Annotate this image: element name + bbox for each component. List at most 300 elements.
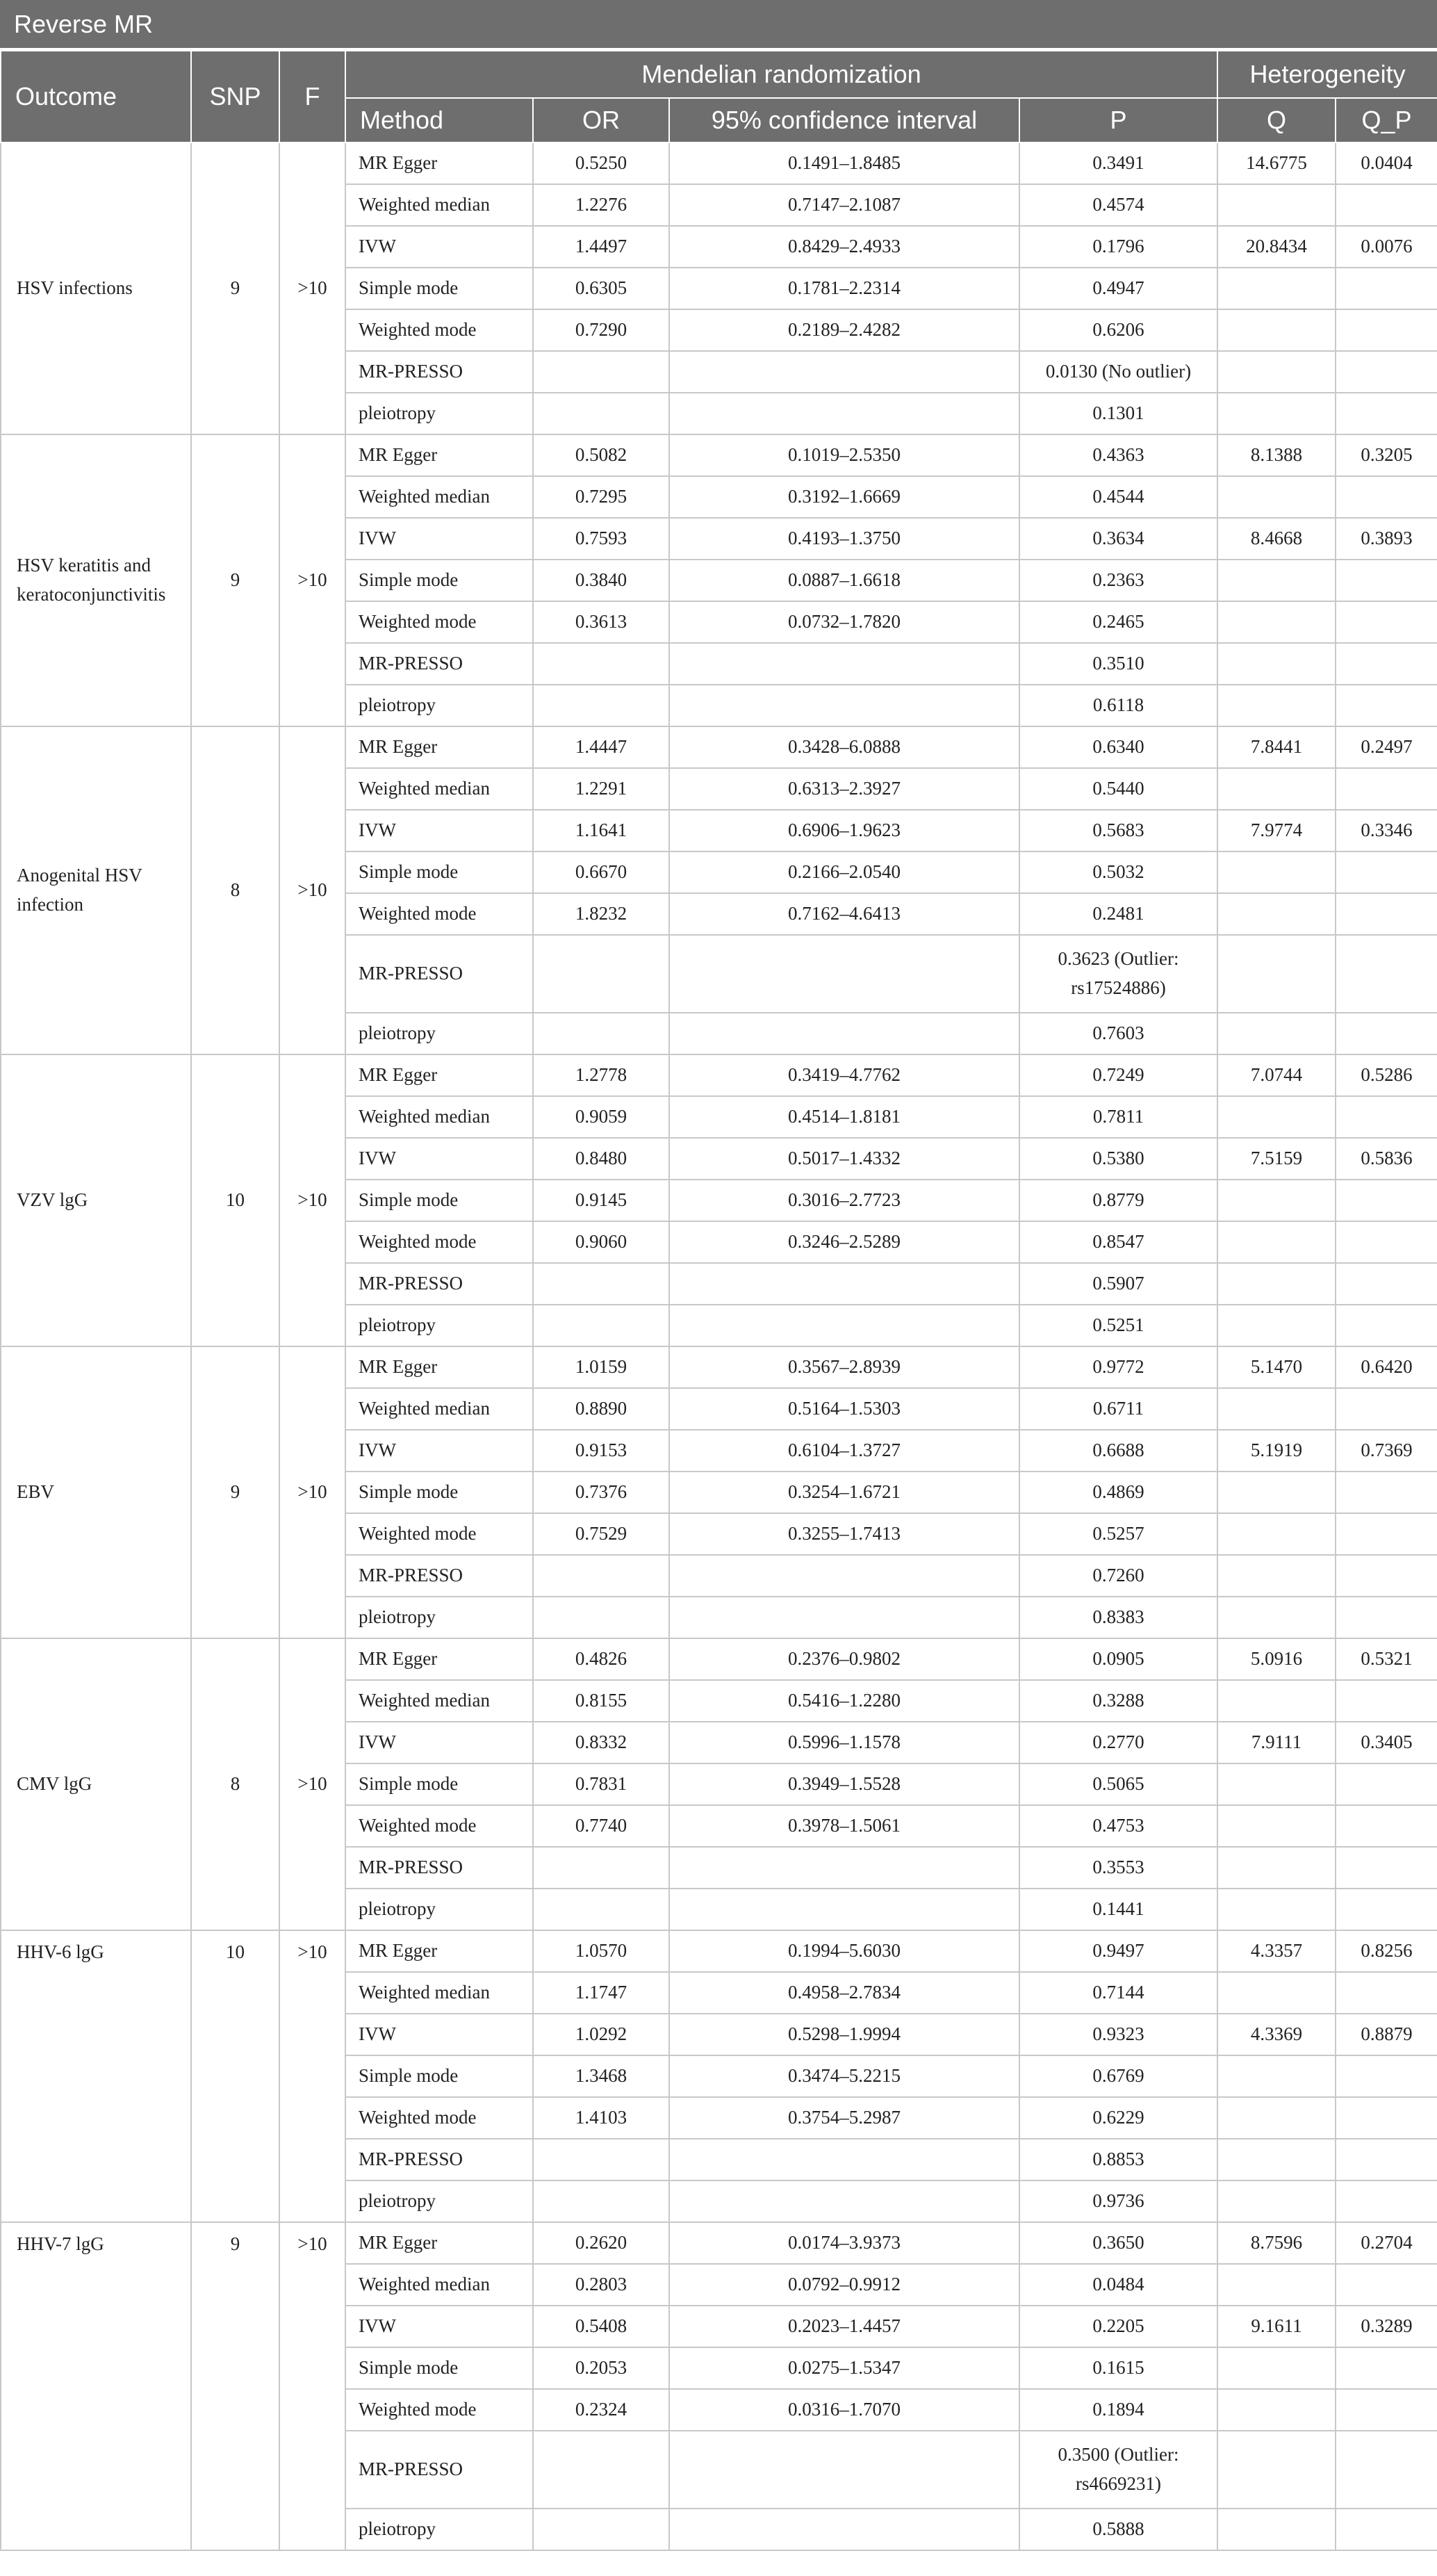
header-q: Q: [1217, 98, 1336, 142]
or-cell: 0.6305: [533, 268, 669, 309]
q-cell: [1217, 1013, 1336, 1054]
header-method: Method: [345, 98, 533, 142]
table-row: [1, 1346, 1437, 1388]
q-p-cell: [1336, 2431, 1437, 2509]
q-p-cell: [1336, 768, 1437, 810]
q-p-cell: [1336, 2139, 1437, 2180]
method-cell: Simple mode: [345, 851, 533, 893]
method-cell: pleiotropy: [345, 685, 533, 726]
or-cell: [533, 1889, 669, 1930]
p-cell: 0.6711: [1019, 1388, 1217, 1430]
or-cell: [533, 1013, 669, 1054]
ci-cell: 0.2189–2.4282: [669, 309, 1019, 351]
q-cell: [1217, 685, 1336, 726]
ci-cell: 0.5017–1.4332: [669, 1138, 1019, 1180]
header-ci: 95% confidence interval: [669, 98, 1019, 142]
ci-cell: 0.3949–1.5528: [669, 1763, 1019, 1805]
q-p-cell: [1336, 2055, 1437, 2097]
p-cell: 0.2205: [1019, 2306, 1217, 2347]
or-cell: 0.9059: [533, 1096, 669, 1138]
snp-cell: 9: [191, 1346, 279, 1638]
table-row: [1, 726, 1437, 768]
method-cell: MR-PRESSO: [345, 643, 533, 685]
p-cell: 0.2481: [1019, 893, 1217, 935]
q-p-cell: 0.0404: [1336, 142, 1437, 184]
method-cell: Simple mode: [345, 268, 533, 309]
q-p-cell: [1336, 2097, 1437, 2139]
p-cell: 0.6769: [1019, 2055, 1217, 2097]
p-cell: 0.5380: [1019, 1138, 1217, 1180]
p-cell: 0.9323: [1019, 2014, 1217, 2055]
method-cell: pleiotropy: [345, 2509, 533, 2550]
ci-cell: 0.3567–2.8939: [669, 1346, 1019, 1388]
p-cell: 0.4869: [1019, 1472, 1217, 1513]
ci-cell: [669, 393, 1019, 434]
q-p-cell: [1336, 1096, 1437, 1138]
q-p-cell: 0.0076: [1336, 226, 1437, 268]
q-cell: [1217, 643, 1336, 685]
q-p-cell: [1336, 1013, 1437, 1054]
ci-cell: 0.1781–2.2314: [669, 268, 1019, 309]
ci-cell: 0.3254–1.6721: [669, 1472, 1019, 1513]
q-p-cell: [1336, 1263, 1437, 1305]
p-cell: 0.3510: [1019, 643, 1217, 685]
p-cell: 0.4363: [1019, 434, 1217, 476]
ci-cell: 0.3192–1.6669: [669, 476, 1019, 518]
p-cell: 0.3553: [1019, 1847, 1217, 1889]
q-cell: [1217, 1597, 1336, 1638]
p-cell: 0.8853: [1019, 2139, 1217, 2180]
q-cell: 7.5159: [1217, 1138, 1336, 1180]
q-cell: 8.1388: [1217, 434, 1336, 476]
method-cell: Weighted median: [345, 1096, 533, 1138]
p-cell: 0.6118: [1019, 685, 1217, 726]
method-cell: Weighted mode: [345, 1221, 533, 1263]
q-p-cell: [1336, 2509, 1437, 2550]
q-cell: 14.6775: [1217, 142, 1336, 184]
ci-cell: [669, 1305, 1019, 1346]
method-cell: MR Egger: [345, 1930, 533, 1972]
or-cell: 0.9153: [533, 1430, 669, 1472]
ci-cell: 0.3419–4.7762: [669, 1054, 1019, 1096]
method-cell: Simple mode: [345, 560, 533, 601]
p-cell: 0.4544: [1019, 476, 1217, 518]
p-cell: 0.7144: [1019, 1972, 1217, 2014]
ci-cell: [669, 1013, 1019, 1054]
p-cell: 0.5257: [1019, 1513, 1217, 1555]
ci-cell: 0.3754–5.2987: [669, 2097, 1019, 2139]
method-cell: MR Egger: [345, 142, 533, 184]
or-cell: [533, 1597, 669, 1638]
header-p: P: [1019, 98, 1217, 142]
q-p-cell: [1336, 393, 1437, 434]
q-p-cell: [1336, 268, 1437, 309]
ci-cell: 0.1019–2.5350: [669, 434, 1019, 476]
outcome-cell: HSV keratitis and keratoconjunctivitis: [1, 434, 191, 726]
method-cell: MR-PRESSO: [345, 2139, 533, 2180]
or-cell: 1.3468: [533, 2055, 669, 2097]
f-cell: >10: [279, 1930, 345, 2222]
q-cell: [1217, 2055, 1336, 2097]
or-cell: 0.9060: [533, 1221, 669, 1263]
q-p-cell: [1336, 2180, 1437, 2222]
method-cell: pleiotropy: [345, 1597, 533, 1638]
or-cell: [533, 2431, 669, 2509]
ci-cell: 0.7147–2.1087: [669, 184, 1019, 226]
q-p-cell: [1336, 851, 1437, 893]
outcome-cell: EBV: [1, 1346, 191, 1638]
method-cell: IVW: [345, 1138, 533, 1180]
method-cell: pleiotropy: [345, 1889, 533, 1930]
header-or: OR: [533, 98, 669, 142]
or-cell: 0.9145: [533, 1180, 669, 1221]
q-p-cell: 0.8256: [1336, 1930, 1437, 1972]
p-cell: 0.3650: [1019, 2222, 1217, 2264]
header-mendelian-randomization: Mendelian randomization: [345, 51, 1217, 98]
q-p-cell: [1336, 685, 1437, 726]
q-p-cell: [1336, 2389, 1437, 2431]
q-cell: [1217, 1388, 1336, 1430]
method-cell: Simple mode: [345, 2055, 533, 2097]
ci-cell: [669, 2509, 1019, 2550]
method-cell: pleiotropy: [345, 1013, 533, 1054]
method-cell: MR Egger: [345, 2222, 533, 2264]
q-cell: 9.1611: [1217, 2306, 1336, 2347]
q-cell: 20.8434: [1217, 226, 1336, 268]
table-body: [1, 142, 1437, 2550]
or-cell: 1.8232: [533, 893, 669, 935]
snp-cell: 8: [191, 1638, 279, 1930]
q-p-cell: 0.8879: [1336, 2014, 1437, 2055]
p-cell: 0.3491: [1019, 142, 1217, 184]
or-cell: 1.0292: [533, 2014, 669, 2055]
q-p-cell: [1336, 1513, 1437, 1555]
f-cell: >10: [279, 142, 345, 434]
q-cell: 8.4668: [1217, 518, 1336, 560]
q-p-cell: [1336, 1889, 1437, 1930]
header-outcome: Outcome: [1, 51, 191, 142]
method-cell: Weighted mode: [345, 893, 533, 935]
ci-cell: 0.1994–5.6030: [669, 1930, 1019, 1972]
q-p-cell: [1336, 1680, 1437, 1722]
q-p-cell: [1336, 1180, 1437, 1221]
method-cell: pleiotropy: [345, 2180, 533, 2222]
ci-cell: 0.7162–4.6413: [669, 893, 1019, 935]
method-cell: MR-PRESSO: [345, 2431, 533, 2509]
q-cell: 7.0744: [1217, 1054, 1336, 1096]
q-cell: [1217, 2097, 1336, 2139]
method-cell: IVW: [345, 810, 533, 851]
ci-cell: 0.5164–1.5303: [669, 1388, 1019, 1430]
p-cell: 0.7811: [1019, 1096, 1217, 1138]
q-cell: [1217, 1805, 1336, 1847]
outcome-cell: HSV infections: [1, 142, 191, 434]
p-cell: 0.5032: [1019, 851, 1217, 893]
outcome-cell: HHV-7 lgG: [1, 2222, 191, 2550]
p-cell: 0.9497: [1019, 1930, 1217, 1972]
method-cell: MR-PRESSO: [345, 1263, 533, 1305]
table-caption: Reverse MR: [0, 0, 1437, 50]
method-cell: MR-PRESSO: [345, 1555, 533, 1597]
method-cell: Simple mode: [345, 1763, 533, 1805]
q-cell: [1217, 1763, 1336, 1805]
p-cell: 0.1796: [1019, 226, 1217, 268]
snp-cell: 10: [191, 1930, 279, 2222]
f-cell: >10: [279, 2222, 345, 2550]
or-cell: 1.2291: [533, 768, 669, 810]
ci-cell: 0.5298–1.9994: [669, 2014, 1019, 2055]
p-cell: 0.0130 (No outlier): [1019, 351, 1217, 393]
p-cell: 0.7249: [1019, 1054, 1217, 1096]
method-cell: Weighted median: [345, 1972, 533, 2014]
or-cell: [533, 393, 669, 434]
q-p-cell: 0.7369: [1336, 1430, 1437, 1472]
or-cell: 1.0570: [533, 1930, 669, 1972]
q-p-cell: 0.3205: [1336, 434, 1437, 476]
or-cell: 0.7295: [533, 476, 669, 518]
q-cell: [1217, 1305, 1336, 1346]
ci-cell: 0.3428–6.0888: [669, 726, 1019, 768]
method-cell: Weighted mode: [345, 601, 533, 643]
q-p-cell: 0.5836: [1336, 1138, 1437, 1180]
header-snp: SNP: [191, 51, 279, 142]
method-cell: MR Egger: [345, 1054, 533, 1096]
q-cell: [1217, 1096, 1336, 1138]
ci-cell: 0.2376–0.9802: [669, 1638, 1019, 1680]
method-cell: IVW: [345, 518, 533, 560]
ci-cell: 0.4958–2.7834: [669, 1972, 1019, 2014]
q-p-cell: [1336, 184, 1437, 226]
q-cell: [1217, 1680, 1336, 1722]
q-p-cell: [1336, 309, 1437, 351]
method-cell: Weighted mode: [345, 1805, 533, 1847]
ci-cell: 0.1491–1.8485: [669, 142, 1019, 184]
p-cell: 0.0484: [1019, 2264, 1217, 2306]
method-cell: IVW: [345, 1722, 533, 1763]
q-p-cell: 0.3346: [1336, 810, 1437, 851]
method-cell: Weighted mode: [345, 2097, 533, 2139]
p-cell: 0.2465: [1019, 601, 1217, 643]
p-cell: 0.1894: [1019, 2389, 1217, 2431]
q-p-cell: [1336, 351, 1437, 393]
ci-cell: 0.3255–1.7413: [669, 1513, 1019, 1555]
or-cell: [533, 1555, 669, 1597]
table-row: [1, 1638, 1437, 1680]
method-cell: Simple mode: [345, 1472, 533, 1513]
header-heterogeneity: Heterogeneity: [1217, 51, 1437, 98]
or-cell: [533, 1847, 669, 1889]
p-cell: 0.0905: [1019, 1638, 1217, 1680]
q-p-cell: [1336, 643, 1437, 685]
ci-cell: [669, 1889, 1019, 1930]
p-cell: 0.5907: [1019, 1263, 1217, 1305]
ci-cell: 0.6104–1.3727: [669, 1430, 1019, 1472]
ci-cell: 0.3474–5.2215: [669, 2055, 1019, 2097]
q-cell: [1217, 2264, 1336, 2306]
q-cell: [1217, 935, 1336, 1013]
ci-cell: 0.0275–1.5347: [669, 2347, 1019, 2389]
method-cell: IVW: [345, 2306, 533, 2347]
q-cell: [1217, 2509, 1336, 2550]
snp-cell: 9: [191, 142, 279, 434]
q-cell: [1217, 1889, 1336, 1930]
q-cell: 5.1919: [1217, 1430, 1336, 1472]
or-cell: 0.3840: [533, 560, 669, 601]
p-cell: 0.3623 (Outlier: rs17524886): [1019, 935, 1217, 1013]
method-cell: MR Egger: [345, 434, 533, 476]
ci-cell: 0.3016–2.7723: [669, 1180, 1019, 1221]
or-cell: 1.1641: [533, 810, 669, 851]
ci-cell: 0.0887–1.6618: [669, 560, 1019, 601]
q-p-cell: [1336, 1555, 1437, 1597]
table-header: [1, 51, 1437, 142]
q-cell: [1217, 268, 1336, 309]
f-cell: >10: [279, 1346, 345, 1638]
ci-cell: 0.2023–1.4457: [669, 2306, 1019, 2347]
q-cell: [1217, 2139, 1336, 2180]
or-cell: 1.4447: [533, 726, 669, 768]
q-p-cell: 0.3893: [1336, 518, 1437, 560]
or-cell: 0.2620: [533, 2222, 669, 2264]
outcome-cell: Anogenital HSV infection: [1, 726, 191, 1054]
or-cell: 0.8155: [533, 1680, 669, 1722]
or-cell: 0.2324: [533, 2389, 669, 2431]
p-cell: 0.3288: [1019, 1680, 1217, 1722]
or-cell: 0.8332: [533, 1722, 669, 1763]
or-cell: [533, 1263, 669, 1305]
method-cell: MR-PRESSO: [345, 935, 533, 1013]
q-cell: [1217, 1221, 1336, 1263]
method-cell: Weighted mode: [345, 309, 533, 351]
p-cell: 0.6340: [1019, 726, 1217, 768]
q-p-cell: [1336, 2347, 1437, 2389]
ci-cell: [669, 2139, 1019, 2180]
p-cell: 0.5065: [1019, 1763, 1217, 1805]
or-cell: [533, 351, 669, 393]
q-cell: [1217, 476, 1336, 518]
q-p-cell: [1336, 1388, 1437, 1430]
table-row: [1, 434, 1437, 476]
q-cell: [1217, 1472, 1336, 1513]
q-cell: [1217, 309, 1336, 351]
or-cell: 0.7593: [533, 518, 669, 560]
or-cell: [533, 2509, 669, 2550]
q-p-cell: [1336, 1597, 1437, 1638]
q-p-cell: [1336, 2264, 1437, 2306]
or-cell: 0.4826: [533, 1638, 669, 1680]
q-cell: 5.0916: [1217, 1638, 1336, 1680]
method-cell: Weighted median: [345, 768, 533, 810]
q-cell: [1217, 1180, 1336, 1221]
q-cell: [1217, 601, 1336, 643]
q-cell: [1217, 2347, 1336, 2389]
q-p-cell: [1336, 601, 1437, 643]
p-cell: 0.3500 (Outlier: rs4669231): [1019, 2431, 1217, 2509]
q-cell: [1217, 1555, 1336, 1597]
p-cell: 0.6206: [1019, 309, 1217, 351]
q-cell: 7.9774: [1217, 810, 1336, 851]
q-p-cell: [1336, 1763, 1437, 1805]
p-cell: 0.4574: [1019, 184, 1217, 226]
q-cell: 4.3369: [1217, 2014, 1336, 2055]
ci-cell: 0.3246–2.5289: [669, 1221, 1019, 1263]
q-cell: [1217, 851, 1336, 893]
q-p-cell: [1336, 935, 1437, 1013]
or-cell: 0.5082: [533, 434, 669, 476]
or-cell: 0.7831: [533, 1763, 669, 1805]
method-cell: Simple mode: [345, 1180, 533, 1221]
or-cell: [533, 2139, 669, 2180]
or-cell: 0.7529: [533, 1513, 669, 1555]
q-p-cell: [1336, 1221, 1437, 1263]
outcome-cell: VZV lgG: [1, 1054, 191, 1346]
or-cell: 0.8890: [533, 1388, 669, 1430]
q-cell: [1217, 1263, 1336, 1305]
q-cell: [1217, 768, 1336, 810]
q-p-cell: 0.2497: [1336, 726, 1437, 768]
header-q-p: Q_P: [1336, 98, 1437, 142]
or-cell: 1.4103: [533, 2097, 669, 2139]
ci-cell: 0.6906–1.9623: [669, 810, 1019, 851]
or-cell: 0.2053: [533, 2347, 669, 2389]
ci-cell: 0.0316–1.7070: [669, 2389, 1019, 2431]
p-cell: 0.6229: [1019, 2097, 1217, 2139]
or-cell: 0.5250: [533, 142, 669, 184]
table-row: [1, 1930, 1437, 1972]
table-row: [1, 142, 1437, 184]
method-cell: IVW: [345, 226, 533, 268]
ci-cell: [669, 351, 1019, 393]
or-cell: 0.7740: [533, 1805, 669, 1847]
f-cell: >10: [279, 434, 345, 726]
p-cell: 0.8383: [1019, 1597, 1217, 1638]
f-cell: >10: [279, 1638, 345, 1930]
q-p-cell: [1336, 1847, 1437, 1889]
or-cell: [533, 1305, 669, 1346]
ci-cell: [669, 1847, 1019, 1889]
or-cell: [533, 643, 669, 685]
method-cell: Weighted median: [345, 1388, 533, 1430]
or-cell: 0.6670: [533, 851, 669, 893]
ci-cell: 0.6313–2.3927: [669, 768, 1019, 810]
ci-cell: 0.3978–1.5061: [669, 1805, 1019, 1847]
p-cell: 0.9736: [1019, 2180, 1217, 2222]
or-cell: [533, 935, 669, 1013]
outcome-cell: HHV-6 lgG: [1, 1930, 191, 2222]
ci-cell: [669, 2180, 1019, 2222]
p-cell: 0.5888: [1019, 2509, 1217, 2550]
q-cell: 5.1470: [1217, 1346, 1336, 1388]
q-p-cell: [1336, 1472, 1437, 1513]
q-p-cell: 0.5321: [1336, 1638, 1437, 1680]
p-cell: 0.7260: [1019, 1555, 1217, 1597]
p-cell: 0.2363: [1019, 560, 1217, 601]
method-cell: MR-PRESSO: [345, 351, 533, 393]
method-cell: Weighted median: [345, 2264, 533, 2306]
ci-cell: [669, 1555, 1019, 1597]
q-p-cell: [1336, 1305, 1437, 1346]
q-p-cell: 0.3289: [1336, 2306, 1437, 2347]
q-p-cell: [1336, 1972, 1437, 2014]
p-cell: 0.4753: [1019, 1805, 1217, 1847]
method-cell: Weighted median: [345, 476, 533, 518]
or-cell: 0.7376: [533, 1472, 669, 1513]
ci-cell: 0.4514–1.8181: [669, 1096, 1019, 1138]
or-cell: 1.2276: [533, 184, 669, 226]
method-cell: Weighted median: [345, 184, 533, 226]
p-cell: 0.6688: [1019, 1430, 1217, 1472]
results-table: [0, 50, 1437, 2551]
